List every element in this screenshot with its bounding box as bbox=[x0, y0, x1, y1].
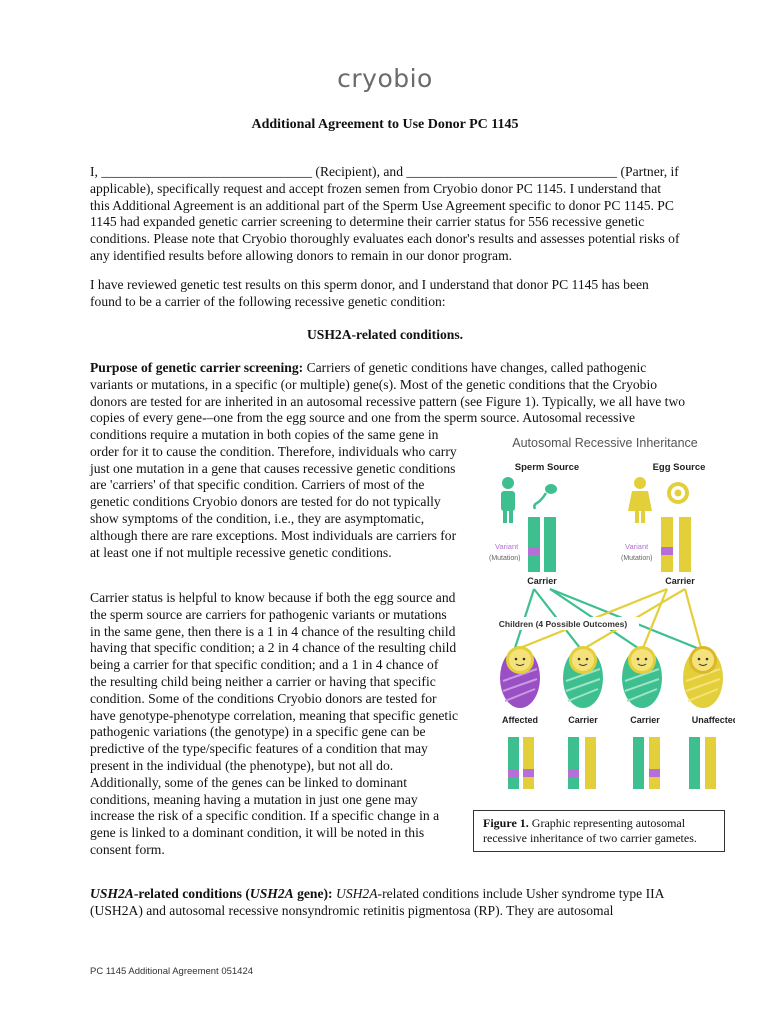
unaffected-chromosomes bbox=[689, 737, 716, 789]
footer-text: PC 1145 Additional Agreement 051424 bbox=[90, 966, 254, 977]
baby-affected-icon bbox=[500, 646, 540, 708]
ush2a-gene-inline: USH2A bbox=[336, 886, 378, 901]
inheritance-diagram bbox=[475, 433, 735, 733]
purpose-text: Carriers of genetic conditions have changes, called pathogenic variants or mutations, in a specific (or multiple) gene(s). Most of the genetic conditions that the Cryobio donors are tested for are inherited in an autosomal recessive pattern (see Figure 1). Typically, we all have two copies of every gene-–one from the egg source and one from the sperm source. Autosomal recessive bbox=[90, 360, 686, 426]
baby-unaffected-icon bbox=[683, 646, 723, 708]
carrier-found-paragraph: I have reviewed genetic test results on this sperm donor, and I understand that donor PC 1145 has been found to be a carrier of the following recessive genetic condition: bbox=[90, 277, 649, 309]
ush2a-gene-heading-2: USH2A bbox=[249, 886, 294, 901]
egg-carrier-label: Carrier bbox=[665, 576, 695, 586]
sperm-cell-icon bbox=[534, 484, 557, 509]
page-title: Additional Agreement to Use Donor PC 1145 bbox=[251, 117, 519, 132]
male-person-icon bbox=[501, 477, 515, 523]
purpose-paragraph bbox=[90, 360, 690, 427]
sperm-source-label: Sperm Source bbox=[514, 462, 580, 473]
intro-paragraph: I, _______________________________ (Recipient), and _______________________________ (Partner, if applicable), specifically request and accept frozen semen from Cryobio donor PC 1145. I understand that this Additional Agreement is an additional part of the Sperm Use Agreement specific to donor PC 1145. PC 1145 had expanded genetic carrier screening to determine their carrier status for 556 recessive genetic conditions. Please note that Cryobio thoroughly evaluates each donor's results and assesses potential risks of any identified results before allowing donors to remain in our donor program. bbox=[90, 164, 680, 263]
egg-cell-icon bbox=[667, 482, 689, 504]
ush2a-heading-mid: -related conditions ( bbox=[133, 886, 250, 901]
children-chromosomes bbox=[475, 733, 735, 793]
children-label: Children (4 Possible Outcomes) bbox=[498, 619, 628, 629]
sperm-carrier-label: Carrier bbox=[527, 576, 557, 586]
egg-variant-label: Variant bbox=[625, 542, 649, 551]
carrier-1-chromosomes bbox=[568, 737, 596, 789]
carrier-status-paragraph: Carrier status is helpful to know because if both the egg source and the sperm source are carriers for pathogenic variants or mutations in the same gene, then there is a 1 in 4 chance of the resulting child having that specific condition; a 2 in 4 chance of the resulting child being a carrier for that specific condition; and a 1 in 4 chance of the resulting child being neither a carrier or having that specific condition. Some of the conditions Cryobio donors are tested for have genotype-phenotype correlation, meaning that specific genetic pathogenic variations (the genotype) in a specific gene can be predictive of the type/specific features of a condition that may present in the individual (the phenotype), but not all do. Additionally, some of the genes can be linked to dominant conditions, meaning having a mutation in just one gene may increase the risk of a specific condition. If a specific change in a gene is linked to a dominant condition, it will be noted in this consent form. bbox=[90, 590, 459, 857]
figure-title: Autosomal Recessive Inheritance bbox=[512, 436, 698, 450]
purpose-paragraph-continued: conditions require a mutation in both copies of the same gene in order for it to cause the condition. Therefore, individuals who carry just one mutation in a gene that causes recessive genetic conditions are 'carriers' of that specific condition. Carriers of most of the genetic conditions Cryobio donors are tested for do not typically show symptoms of the condition, i.e., they are asymptomatic, although there are rare exceptions. Most individuals are carriers for at least one if not multiple recessive genetic conditions. bbox=[90, 427, 457, 560]
egg-source-label: Egg Source bbox=[652, 462, 706, 473]
sperm-chromosomes bbox=[528, 517, 556, 572]
condition-name: USH2A-related conditions. bbox=[306, 327, 464, 342]
logo-text: cryobio bbox=[337, 64, 433, 93]
outcome-affected-label: Affected bbox=[501, 715, 539, 725]
egg-chromosomes bbox=[661, 517, 691, 572]
outcome-unaffected-label: Unaffected bbox=[691, 715, 735, 725]
egg-mutation-label: (Mutation) bbox=[621, 555, 653, 562]
ush2a-gene-heading: USH2A bbox=[90, 886, 134, 901]
cryobio-logo bbox=[0, 64, 770, 93]
ush2a-text: -related conditions include Usher syndrome type IIA (USH2A) and autosomal recessive nonsyndromic retinitis pigmentosa (RP). They are autosomal bbox=[90, 886, 664, 918]
caption-text: Graphic representing autosomal recessive inheritance of two carrier gametes. bbox=[483, 816, 697, 845]
ush2a-paragraph bbox=[90, 886, 690, 920]
outcome-carrier-2-label: Carrier bbox=[630, 715, 660, 725]
caption-label: Figure 1. bbox=[483, 816, 529, 830]
sperm-mutation-label: (Mutation) bbox=[489, 555, 521, 562]
ush2a-heading-end: gene): bbox=[293, 886, 333, 901]
figure-caption bbox=[473, 810, 725, 852]
baby-carrier-2-icon bbox=[622, 646, 662, 708]
sperm-variant-label: Variant bbox=[495, 542, 519, 551]
female-person-icon bbox=[628, 477, 652, 523]
baby-carrier-1-icon bbox=[563, 646, 603, 708]
outcome-carrier-1-label: Carrier bbox=[568, 715, 598, 725]
purpose-heading: Purpose of genetic carrier screening: bbox=[90, 360, 304, 375]
inheritance-figure bbox=[475, 433, 735, 733]
carrier-2-chromosomes bbox=[633, 737, 660, 789]
affected-chromosomes bbox=[508, 737, 534, 789]
